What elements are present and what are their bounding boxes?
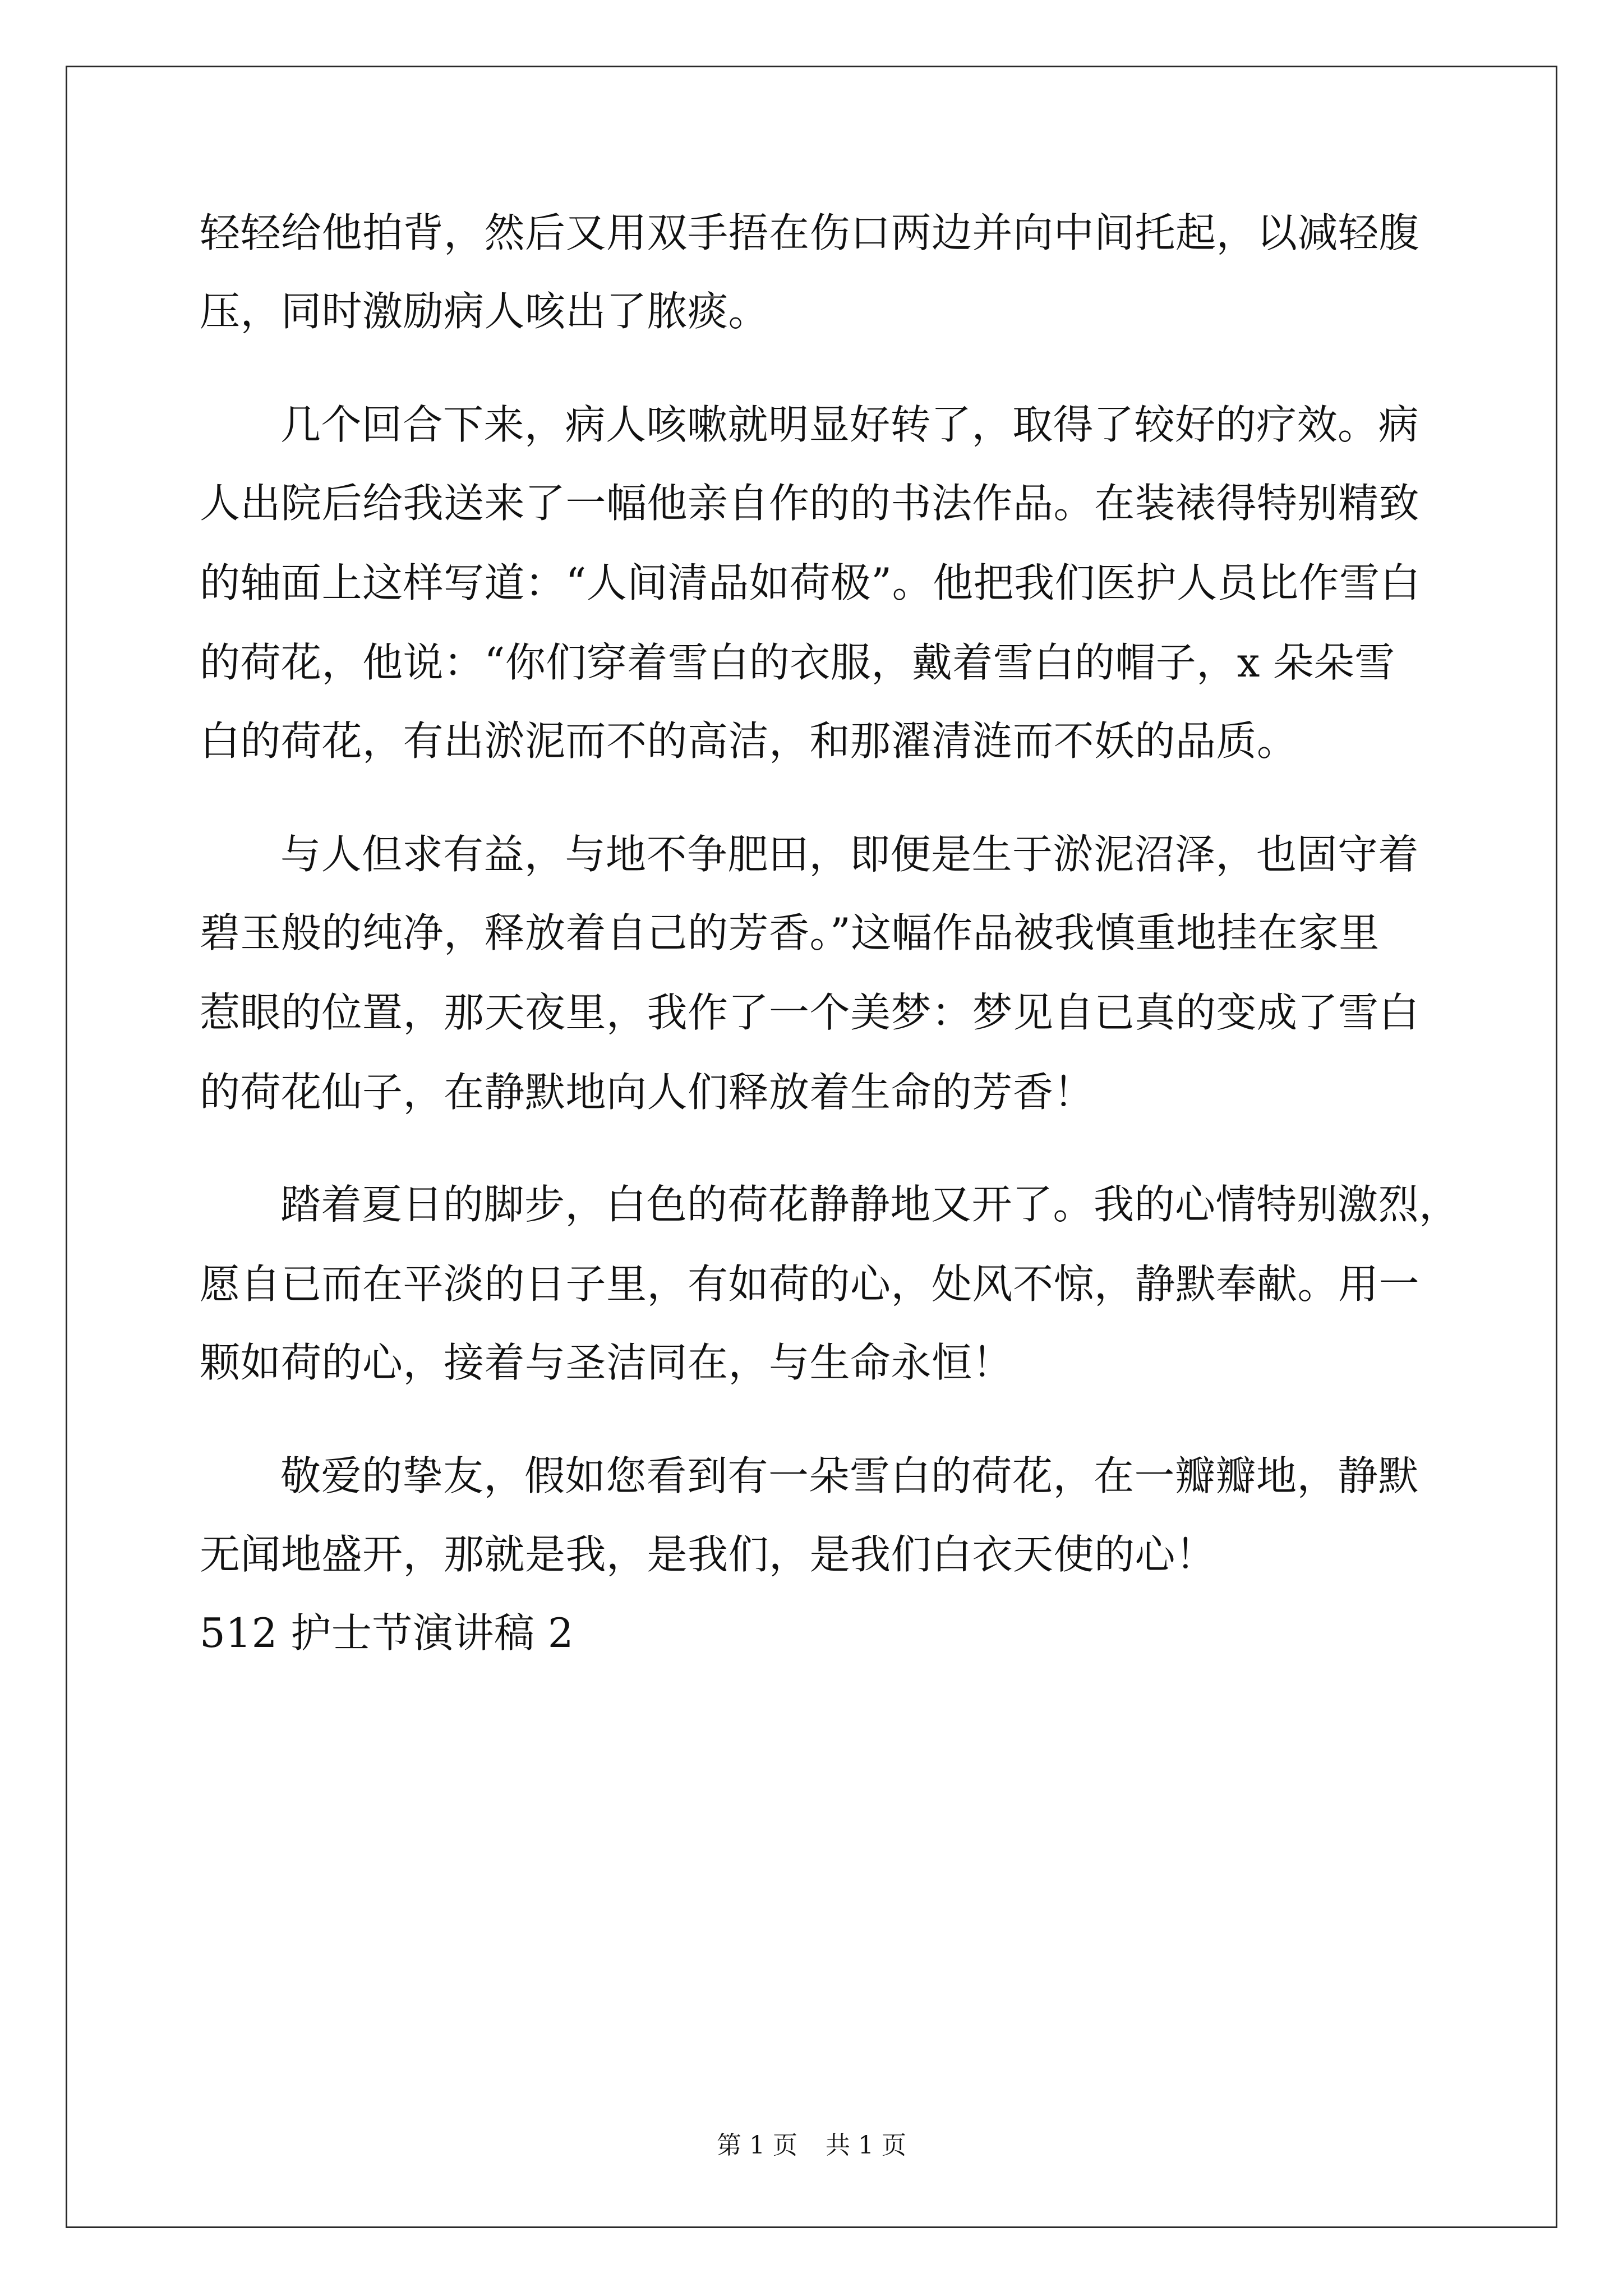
paragraph-line: 的荷花，他说：“你们穿着雪白的衣服，戴着雪白的帽子，x 朵朵雪 xyxy=(200,639,1395,686)
paragraph-line: 与人但求有益，与地不争肥田，即便是生于淤泥沼泽，也固守着 xyxy=(280,831,1419,878)
page-footer xyxy=(0,2129,1623,2162)
paragraph-line: 踏着夏日的脚步，白色的荷花静静地又开了。我的心情特别激烈， xyxy=(280,1181,1460,1228)
paragraph-line: 碧玉般的纯净，释放着自己的芳香。”这幅作品被我慎重地挂在家里 xyxy=(200,909,1380,956)
paragraph-line: 压，同时激励病人咳出了脓痰。 xyxy=(200,288,769,335)
paragraph-line: 几个回合下来，病人咳嗽就明显好转了，取得了较好的疗效。病 xyxy=(280,401,1419,448)
paragraph-line: 惹眼的位置，那天夜里，我作了一个美梦：梦见自已真的变成了雪白 xyxy=(200,989,1420,1036)
paragraph-line: 人出院后给我送来了一幅他亲自作的的书法作品。在装裱得特别精致 xyxy=(200,480,1420,527)
paragraph-line: 白的荷花，有出淤泥而不的高洁，和那濯清涟而不妖的品质。 xyxy=(200,717,1298,765)
paragraph-line: 无闻地盛开，那就是我，是我们，是我们白衣天使的心！ xyxy=(200,1531,1216,1578)
page-total: 共 1 页 xyxy=(826,2131,906,2160)
paragraph-line: 敬爱的挚友，假如您看到有一朵雪白的荷花，在一瓣瓣地，静默 xyxy=(280,1452,1419,1499)
section-heading: 512 护士节演讲稿 2 xyxy=(200,1609,574,1657)
paragraph-line: 愿自已而在平淡的日子里，有如荷的心，处风不惊，静默奉献。用一 xyxy=(200,1260,1420,1308)
paragraph-line: 的轴面上这样写道：“人间清品如荷极”。他把我们医护人员比作雪白 xyxy=(200,559,1421,606)
paragraph-line: 轻轻给他拍背，然后又用双手捂在伤口两边并向中间托起，以减轻腹 xyxy=(200,209,1420,256)
paragraph-line: 颗如荷的心，接着与圣洁同在，与生命永恒！ xyxy=(200,1339,1013,1386)
page-number: 第 1 页 xyxy=(717,2131,797,2160)
page-frame xyxy=(66,66,1557,2228)
paragraph-line: 的荷花仙子，在静默地向人们释放着生命的芳香！ xyxy=(200,1069,1095,1116)
